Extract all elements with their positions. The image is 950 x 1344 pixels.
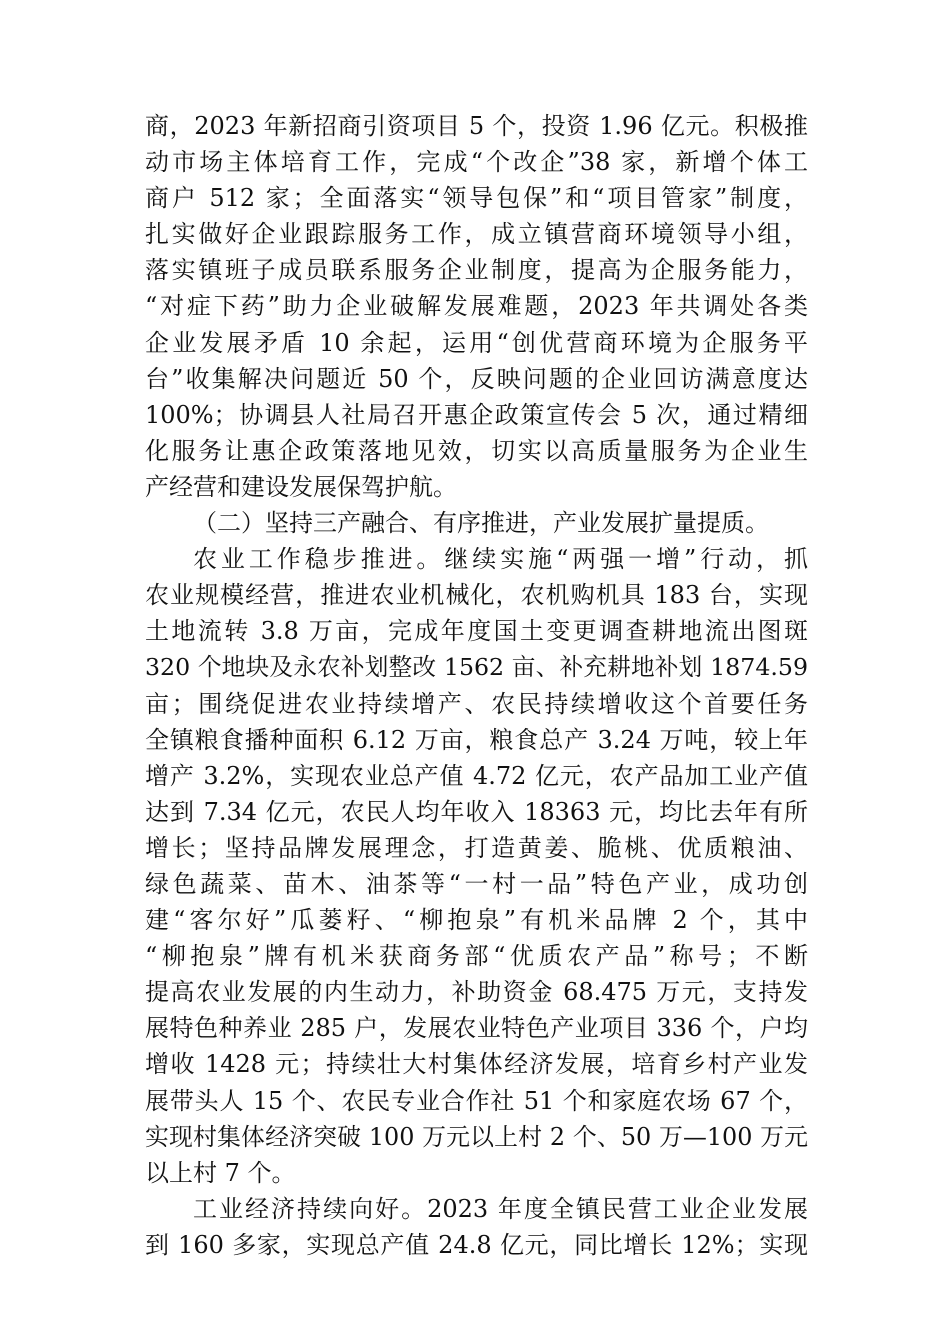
paragraph-industry [145, 1191, 808, 1263]
text-line: 动市场主体培育工作，完成“个改企”38 家，新增个体工 [145, 148, 808, 177]
text-line: 增长；坚持品牌发展理念，打造黄姜、脆桃、优质粮油、 [145, 833, 808, 862]
text-line: 亩；围绕促进农业持续增产、农民持续增收这个首要任务 [145, 689, 808, 718]
text-line: 100%；协调县人社局召开惠企政策宣传会 5 次，通过精细 [145, 400, 808, 429]
text-line: 商，2023 年新招商引资项目 5 个，投资 1.96 亿元。积极推 [145, 112, 808, 140]
text-line: 产经营和建设发展保驾护航。 [145, 472, 457, 501]
paragraph-agriculture [145, 541, 808, 1191]
text-line: 台”收集解决问题近 50 个，反映问题的企业回访满意度达 [145, 364, 808, 393]
text-line: 化服务让惠企政策落地见效，切实以高质量服务为企业生 [145, 436, 808, 465]
text-line: “柳抱泉”牌有机米获商务部“优质农产品”称号；不断 [145, 942, 808, 971]
text-line: 土地流转 3.8 万亩，完成年度国土变更调查耕地流出图斑 [145, 617, 808, 646]
text-line: 农业工作稳步推进。继续实施“两强一增”行动，抓 [193, 545, 808, 574]
text-line: 以上村 7 个。 [145, 1158, 296, 1187]
text-line: 实现村集体经济突破 100 万元以上村 2 个、50 万—100 万元 [145, 1122, 808, 1151]
text-line: 建“客尔好”瓜蒌籽、“柳抱泉”有机米品牌 2 个，其中 [145, 906, 808, 935]
text-line: 全镇粮食播种面积 6.12 万亩，粮食总产 3.24 万吨，较上年 [145, 725, 808, 754]
text-line: 增产 3.2%，实现农业总产值 4.72 亿元，农产品加工业产值 [145, 761, 808, 790]
text-line: 农业规模经营，推进农业机械化，农机购机具 183 台，实现 [145, 581, 808, 610]
text-line: 展特色种养业 285 户，发展农业特色产业项目 336 个，户均 [145, 1014, 808, 1043]
text-line: 提高农业发展的内生动力，补助资金 68.475 万元，支持发 [145, 978, 808, 1007]
text-line: “对症下药”助力企业破解发展难题，2023 年共调处各类 [145, 292, 808, 321]
text-line: 扎实做好企业跟踪服务工作，成立镇营商环境领导小组， [145, 220, 808, 249]
text-line: 展带头人 15 个、农民专业合作社 51 个和家庭农场 67 个， [145, 1086, 808, 1115]
text-line: 320 个地块及永农补划整改 1562 亩、补充耕地补划 1874.59 [145, 653, 808, 682]
text-line: 达到 7.34 亿元，农民人均年收入 18363 元，均比去年有所 [145, 797, 808, 826]
text-line: 到 160 多家，实现总产值 24.8 亿元，同比增长 12%；实现 [145, 1230, 808, 1259]
document-page [145, 108, 808, 1263]
text-line: 工业经济持续向好。2023 年度全镇民营工业企业发展 [193, 1194, 808, 1223]
heading-line: （二）坚持三产融合、有序推进，产业发展扩量提质。 [193, 509, 769, 538]
text-line: 增收 1428 元；持续壮大村集体经济发展，培育乡村产业发 [145, 1050, 808, 1079]
text-line: 企业发展矛盾 10 余起，运用“创优营商环境为企服务平 [145, 328, 808, 357]
text-line: 绿色蔬菜、苗木、油茶等“一村一品”特色产业，成功创 [145, 869, 808, 898]
paragraph-business-environment [145, 108, 808, 505]
text-line: 商户 512 家；全面落实“领导包保”和“项目管家”制度， [145, 184, 808, 213]
section-heading [145, 505, 808, 541]
text-line: 落实镇班子成员联系服务企业制度，提高为企服务能力， [145, 256, 808, 285]
